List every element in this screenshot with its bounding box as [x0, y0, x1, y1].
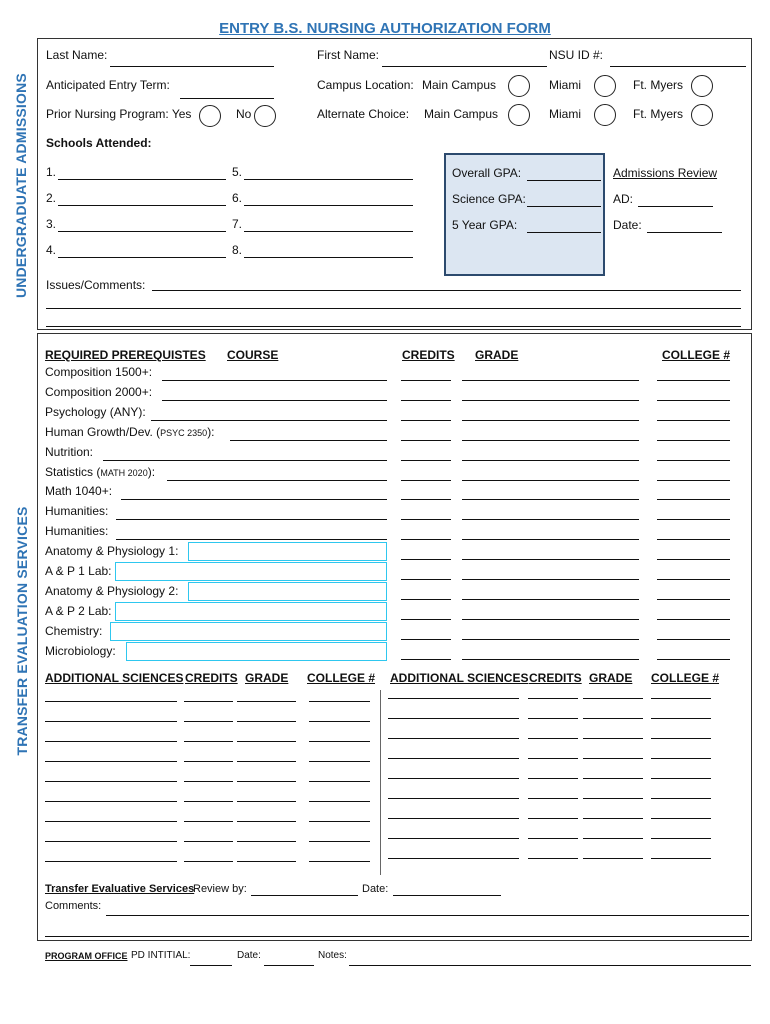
additional-left-field-3[interactable] [309, 701, 370, 702]
nsu-id-field[interactable] [610, 66, 746, 67]
prereq-name: A & P 1 Lab: [45, 564, 112, 578]
prereq-credits-field[interactable] [401, 460, 451, 461]
college-header: COLLEGE # [662, 348, 731, 362]
prereq-grade-field[interactable] [462, 420, 639, 421]
additional-right-field-1[interactable] [528, 718, 578, 719]
additional-left-field-2[interactable] [237, 741, 296, 742]
prereq-label [45, 544, 178, 558]
prereq-grade-field[interactable] [462, 619, 639, 620]
prereq-college-field[interactable] [657, 559, 730, 560]
campus-location-label: Campus Location: [317, 78, 414, 92]
additional-right-field-2[interactable] [583, 698, 643, 699]
overall-gpa-label: Overall GPA: [452, 166, 522, 180]
additional-grade-header-left: GRADE [245, 671, 289, 685]
prereq-name: Humanities: [45, 504, 109, 518]
prereq-label [45, 405, 146, 419]
schools-attended-label: Schools Attended: [46, 136, 152, 150]
last-name-label: Last Name: [46, 48, 108, 62]
prereq-college-field[interactable] [657, 380, 730, 381]
additional-left-field-0[interactable] [45, 741, 177, 742]
prior-no-label: No [236, 107, 252, 121]
prior-yes-radio[interactable] [199, 105, 221, 127]
campus-ftmyers-radio[interactable] [691, 75, 713, 97]
prereq-course-field[interactable] [188, 542, 387, 561]
prereq-name: Humanities: [45, 524, 109, 538]
prereq-label [45, 504, 108, 518]
prereq-name: Psychology (ANY): [45, 405, 146, 419]
prereq-credits-field[interactable] [401, 659, 451, 660]
prereq-course-code: MATH 2020 [100, 468, 148, 478]
additional-left-field-3[interactable] [309, 821, 370, 822]
prereq-name: Nutrition: [45, 445, 94, 459]
school-field[interactable] [58, 231, 226, 232]
prereq-college-field[interactable] [657, 440, 730, 441]
prereq-label [45, 524, 108, 538]
prereq-label [45, 644, 116, 658]
column-divider [380, 690, 381, 875]
course-header: COURSE [227, 348, 279, 362]
campus-miami-label: Miami [549, 78, 581, 92]
additional-right-field-2[interactable] [583, 738, 643, 739]
additional-left-field-3[interactable] [309, 721, 370, 722]
additional-left-field-1[interactable] [184, 781, 233, 782]
school-field[interactable] [58, 179, 226, 180]
required-prereq-header: REQUIRED PREREQUISTES [45, 348, 206, 362]
pd-initial-field[interactable] [190, 965, 232, 966]
entry-term-label: Anticipated Entry Term: [46, 78, 170, 92]
additional-right-field-2[interactable] [583, 758, 643, 759]
additional-left-field-1[interactable] [184, 701, 233, 702]
alt-ftmyers-label: Ft. Myers [633, 107, 683, 121]
prereq-college-field[interactable] [657, 579, 730, 580]
tes-comments-label: Comments: [45, 900, 102, 912]
prereq-label [45, 604, 112, 618]
additional-sciences-header-right: ADDITIONAL SCIENCES [390, 671, 529, 685]
additional-left-field-1[interactable] [184, 861, 233, 862]
additional-left-field-2[interactable] [237, 841, 296, 842]
prereq-credits-field[interactable] [401, 380, 451, 381]
additional-left-field-0[interactable] [45, 721, 177, 722]
prereq-college-field[interactable] [657, 539, 730, 540]
additional-right-field-0[interactable] [388, 778, 519, 779]
prereq-college-field[interactable] [657, 659, 730, 660]
additional-left-field-2[interactable] [237, 701, 296, 702]
additional-credits-header-left: CREDITS [185, 671, 238, 685]
additional-right-field-0[interactable] [388, 758, 519, 759]
prereq-grade-field[interactable] [462, 499, 639, 500]
prereq-course-field[interactable] [162, 380, 387, 381]
prereq-credits-field[interactable] [401, 420, 451, 421]
campus-miami-radio[interactable] [594, 75, 616, 97]
school-number: 3. [46, 217, 57, 231]
last-name-field[interactable] [110, 66, 274, 67]
prereq-course-field[interactable] [162, 400, 387, 401]
additional-right-field-3[interactable] [651, 718, 711, 719]
additional-college-header-left: COLLEGE # [307, 671, 376, 685]
prereq-label [45, 584, 178, 598]
admissions-review-label: Admissions Review [613, 166, 718, 180]
tes-review-by-label: Review by: [193, 883, 247, 895]
prereq-grade-field[interactable] [462, 579, 639, 580]
prereq-grade-field[interactable] [462, 559, 639, 560]
prereq-college-field[interactable] [657, 480, 730, 481]
prereq-course-field[interactable] [188, 582, 387, 601]
prereq-grade-field[interactable] [462, 480, 639, 481]
tes-date-field[interactable] [393, 895, 501, 896]
nsu-id-label: NSU ID #: [549, 48, 604, 62]
prereq-label [45, 465, 155, 480]
campus-ftmyers-label: Ft. Myers [633, 78, 683, 92]
additional-right-field-3[interactable] [651, 818, 711, 819]
additional-right-field-3[interactable] [651, 738, 711, 739]
additional-left-field-1[interactable] [184, 841, 233, 842]
side-label-transfer: TRANSFER EVALUATION SERVICES [14, 506, 30, 756]
prereq-course-field[interactable] [121, 499, 387, 500]
prior-no-radio[interactable] [254, 105, 276, 127]
prereq-label [45, 385, 152, 399]
tes-comments-field[interactable] [106, 915, 749, 916]
prereq-close: ): [147, 465, 156, 479]
additional-right-field-2[interactable] [583, 798, 643, 799]
prereq-course-code: PSYC 2350 [160, 428, 208, 438]
additional-right-field-3[interactable] [651, 698, 711, 699]
prereq-course-field[interactable] [110, 622, 387, 641]
prereq-college-field[interactable] [657, 519, 730, 520]
prereq-grade-field[interactable] [462, 539, 639, 540]
prereq-course-field[interactable] [151, 420, 387, 421]
campus-main-radio[interactable] [508, 75, 530, 97]
additional-left-field-3[interactable] [309, 801, 370, 802]
additional-right-field-1[interactable] [528, 818, 578, 819]
additional-right-field-2[interactable] [583, 718, 643, 719]
school-number: 6. [232, 191, 243, 205]
prereq-label [45, 445, 93, 459]
grade-header: GRADE [475, 348, 519, 362]
additional-right-field-0[interactable] [388, 698, 519, 699]
prereq-grade-field[interactable] [462, 639, 639, 640]
prereq-credits-field[interactable] [401, 519, 451, 520]
additional-left-field-1[interactable] [184, 721, 233, 722]
additional-left-field-0[interactable] [45, 861, 177, 862]
additional-right-field-0[interactable] [388, 858, 519, 859]
form-title: ENTRY B.S. NURSING AUTHORIZATION FORM [219, 20, 551, 37]
prereq-grade-field[interactable] [462, 380, 639, 381]
alt-miami-radio[interactable] [594, 104, 616, 126]
additional-left-field-3[interactable] [309, 741, 370, 742]
prereq-name: Human Growth/Dev. ( [45, 425, 161, 439]
prereq-credits-field[interactable] [401, 579, 451, 580]
additional-left-field-1[interactable] [184, 761, 233, 762]
additional-left-field-0[interactable] [45, 801, 177, 802]
five-year-gpa-field[interactable] [527, 232, 601, 233]
additional-left-field-3[interactable] [309, 841, 370, 842]
prereq-label [45, 564, 112, 578]
po-notes-field[interactable] [349, 965, 751, 966]
additional-left-field-0[interactable] [45, 701, 177, 702]
prereq-grade-field[interactable] [462, 659, 639, 660]
additional-right-field-3[interactable] [651, 858, 711, 859]
additional-right-field-1[interactable] [528, 858, 578, 859]
additional-left-field-0[interactable] [45, 781, 177, 782]
additional-left-field-2[interactable] [237, 821, 296, 822]
additional-left-field-3[interactable] [309, 781, 370, 782]
prereq-course-field[interactable] [230, 440, 387, 441]
prereq-grade-field[interactable] [462, 440, 639, 441]
additional-right-field-3[interactable] [651, 778, 711, 779]
tes-date-label: Date: [362, 883, 389, 895]
additional-right-field-1[interactable] [528, 838, 578, 839]
alt-main-radio[interactable] [508, 104, 530, 126]
credits-header: CREDITS [402, 348, 455, 362]
additional-left-field-1[interactable] [184, 741, 233, 742]
tes-review-by-field[interactable] [251, 895, 358, 896]
prereq-credits-field[interactable] [401, 480, 451, 481]
prereq-course-field[interactable] [116, 539, 387, 540]
prereq-name: Anatomy & Physiology 1: [45, 544, 179, 558]
school-field[interactable] [244, 205, 413, 206]
additional-right-field-2[interactable] [583, 778, 643, 779]
ad-field[interactable] [638, 206, 713, 207]
overall-gpa-field[interactable] [527, 180, 601, 181]
prior-program-label: Prior Nursing Program: Yes [46, 107, 192, 121]
prereq-credits-field[interactable] [401, 639, 451, 640]
prereq-credits-field[interactable] [401, 599, 451, 600]
po-date-label: Date: [237, 950, 261, 961]
prereq-name: Composition 2000+: [45, 385, 153, 399]
additional-left-field-2[interactable] [237, 861, 296, 862]
prereq-grade-field[interactable] [462, 599, 639, 600]
additional-left-field-2[interactable] [237, 801, 296, 802]
additional-left-field-0[interactable] [45, 841, 177, 842]
prereq-close: ): [207, 425, 215, 439]
additional-right-field-1[interactable] [528, 738, 578, 739]
issues-field[interactable] [152, 290, 741, 291]
prereq-name: Chemistry: [45, 624, 103, 638]
admissions-date-label: Date: [613, 218, 642, 232]
prereq-grade-field[interactable] [462, 400, 639, 401]
issues-field-line[interactable] [46, 326, 741, 327]
alt-miami-label: Miami [549, 107, 581, 121]
prereq-course-field[interactable] [103, 460, 387, 461]
additional-right-field-0[interactable] [388, 738, 519, 739]
alt-ftmyers-radio[interactable] [691, 104, 713, 126]
prereq-credits-field[interactable] [401, 619, 451, 620]
ad-label: AD: [613, 192, 634, 206]
admissions-date-field[interactable] [647, 232, 722, 233]
prereq-name: Statistics ( [45, 465, 101, 479]
prereq-credits-field[interactable] [401, 539, 451, 540]
science-gpa-field[interactable] [527, 206, 601, 207]
additional-left-field-3[interactable] [309, 761, 370, 762]
additional-right-field-3[interactable] [651, 838, 711, 839]
prereq-label [45, 425, 215, 440]
alternate-choice-label: Alternate Choice: [317, 107, 410, 121]
additional-right-field-0[interactable] [388, 718, 519, 719]
prereq-name: A & P 2 Lab: [45, 604, 112, 618]
school-number: 7. [232, 217, 243, 231]
prereq-credits-field[interactable] [401, 400, 451, 401]
prereq-college-field[interactable] [657, 599, 730, 600]
prereq-name: Anatomy & Physiology 2: [45, 584, 179, 598]
five-year-gpa-label: 5 Year GPA: [452, 218, 518, 232]
entry-term-field[interactable] [180, 98, 274, 99]
prereq-name: Microbiology: [45, 644, 116, 658]
additional-left-field-1[interactable] [184, 821, 233, 822]
school-field[interactable] [244, 257, 413, 258]
prereq-course-field[interactable] [167, 480, 387, 481]
additional-right-field-1[interactable] [528, 698, 578, 699]
issues-field-line[interactable] [46, 308, 741, 309]
prereq-label [45, 365, 152, 379]
prereq-name: Composition 1500+: [45, 365, 153, 379]
additional-left-field-2[interactable] [237, 721, 296, 722]
pd-initial-label: PD INTITIAL: [131, 950, 191, 961]
additional-left-field-3[interactable] [309, 861, 370, 862]
school-number: 1. [46, 165, 57, 179]
additional-right-field-1[interactable] [528, 778, 578, 779]
alt-main-label: Main Campus [424, 107, 499, 121]
prereq-college-field[interactable] [657, 619, 730, 620]
additional-right-field-3[interactable] [651, 758, 711, 759]
additional-right-field-1[interactable] [528, 798, 578, 799]
prereq-college-field[interactable] [657, 400, 730, 401]
additional-right-field-2[interactable] [583, 818, 643, 819]
campus-main-label: Main Campus [422, 78, 497, 92]
tes-comments-line[interactable] [45, 936, 749, 937]
prereq-credits-field[interactable] [401, 499, 451, 500]
prereq-college-field[interactable] [657, 499, 730, 500]
additional-left-field-1[interactable] [184, 801, 233, 802]
prereq-name: Math 1040+: [45, 484, 113, 498]
additional-left-field-0[interactable] [45, 821, 177, 822]
prereq-college-field[interactable] [657, 639, 730, 640]
program-office-label: PROGRAM OFFICE [45, 951, 128, 961]
school-number: 2. [46, 191, 57, 205]
science-gpa-label: Science GPA: [452, 192, 526, 206]
first-name-field[interactable] [382, 66, 547, 67]
prereq-college-field[interactable] [657, 460, 730, 461]
first-name-label: First Name: [317, 48, 380, 62]
prereq-label [45, 624, 102, 638]
prereq-course-field[interactable] [126, 642, 387, 661]
additional-sciences-header-left: ADDITIONAL SCIENCES [45, 671, 184, 685]
additional-right-field-0[interactable] [388, 818, 519, 819]
school-field[interactable] [244, 231, 413, 232]
prereq-grade-field[interactable] [462, 519, 639, 520]
prereq-credits-field[interactable] [401, 440, 451, 441]
issues-label: Issues/Comments: [46, 278, 146, 292]
prereq-credits-field[interactable] [401, 559, 451, 560]
additional-right-field-2[interactable] [583, 838, 643, 839]
side-label-admissions: UNDERGRADUATE ADMISSIONS [13, 73, 29, 298]
prereq-course-field[interactable] [115, 602, 387, 621]
po-date-field[interactable] [264, 965, 314, 966]
additional-right-field-0[interactable] [388, 838, 519, 839]
additional-left-field-2[interactable] [237, 781, 296, 782]
additional-right-field-3[interactable] [651, 798, 711, 799]
school-field[interactable] [58, 257, 226, 258]
prereq-grade-field[interactable] [462, 460, 639, 461]
additional-right-field-2[interactable] [583, 858, 643, 859]
school-field[interactable] [58, 205, 226, 206]
additional-left-field-0[interactable] [45, 761, 177, 762]
prereq-label [45, 484, 112, 498]
school-number: 4. [46, 243, 57, 257]
school-field[interactable] [244, 179, 413, 180]
school-number: 8. [232, 243, 243, 257]
prereq-course-field[interactable] [116, 519, 387, 520]
prereq-college-field[interactable] [657, 420, 730, 421]
additional-credits-header-right: CREDITS [529, 671, 582, 685]
school-number: 5. [232, 165, 243, 179]
additional-right-field-1[interactable] [528, 758, 578, 759]
additional-right-field-0[interactable] [388, 798, 519, 799]
additional-grade-header-right: GRADE [589, 671, 633, 685]
prereq-course-field[interactable] [115, 562, 387, 581]
po-notes-label: Notes: [318, 950, 347, 961]
tes-review-label: Transfer Evaluative Services [45, 883, 195, 895]
additional-college-header-right: COLLEGE # [651, 671, 720, 685]
additional-left-field-2[interactable] [237, 761, 296, 762]
